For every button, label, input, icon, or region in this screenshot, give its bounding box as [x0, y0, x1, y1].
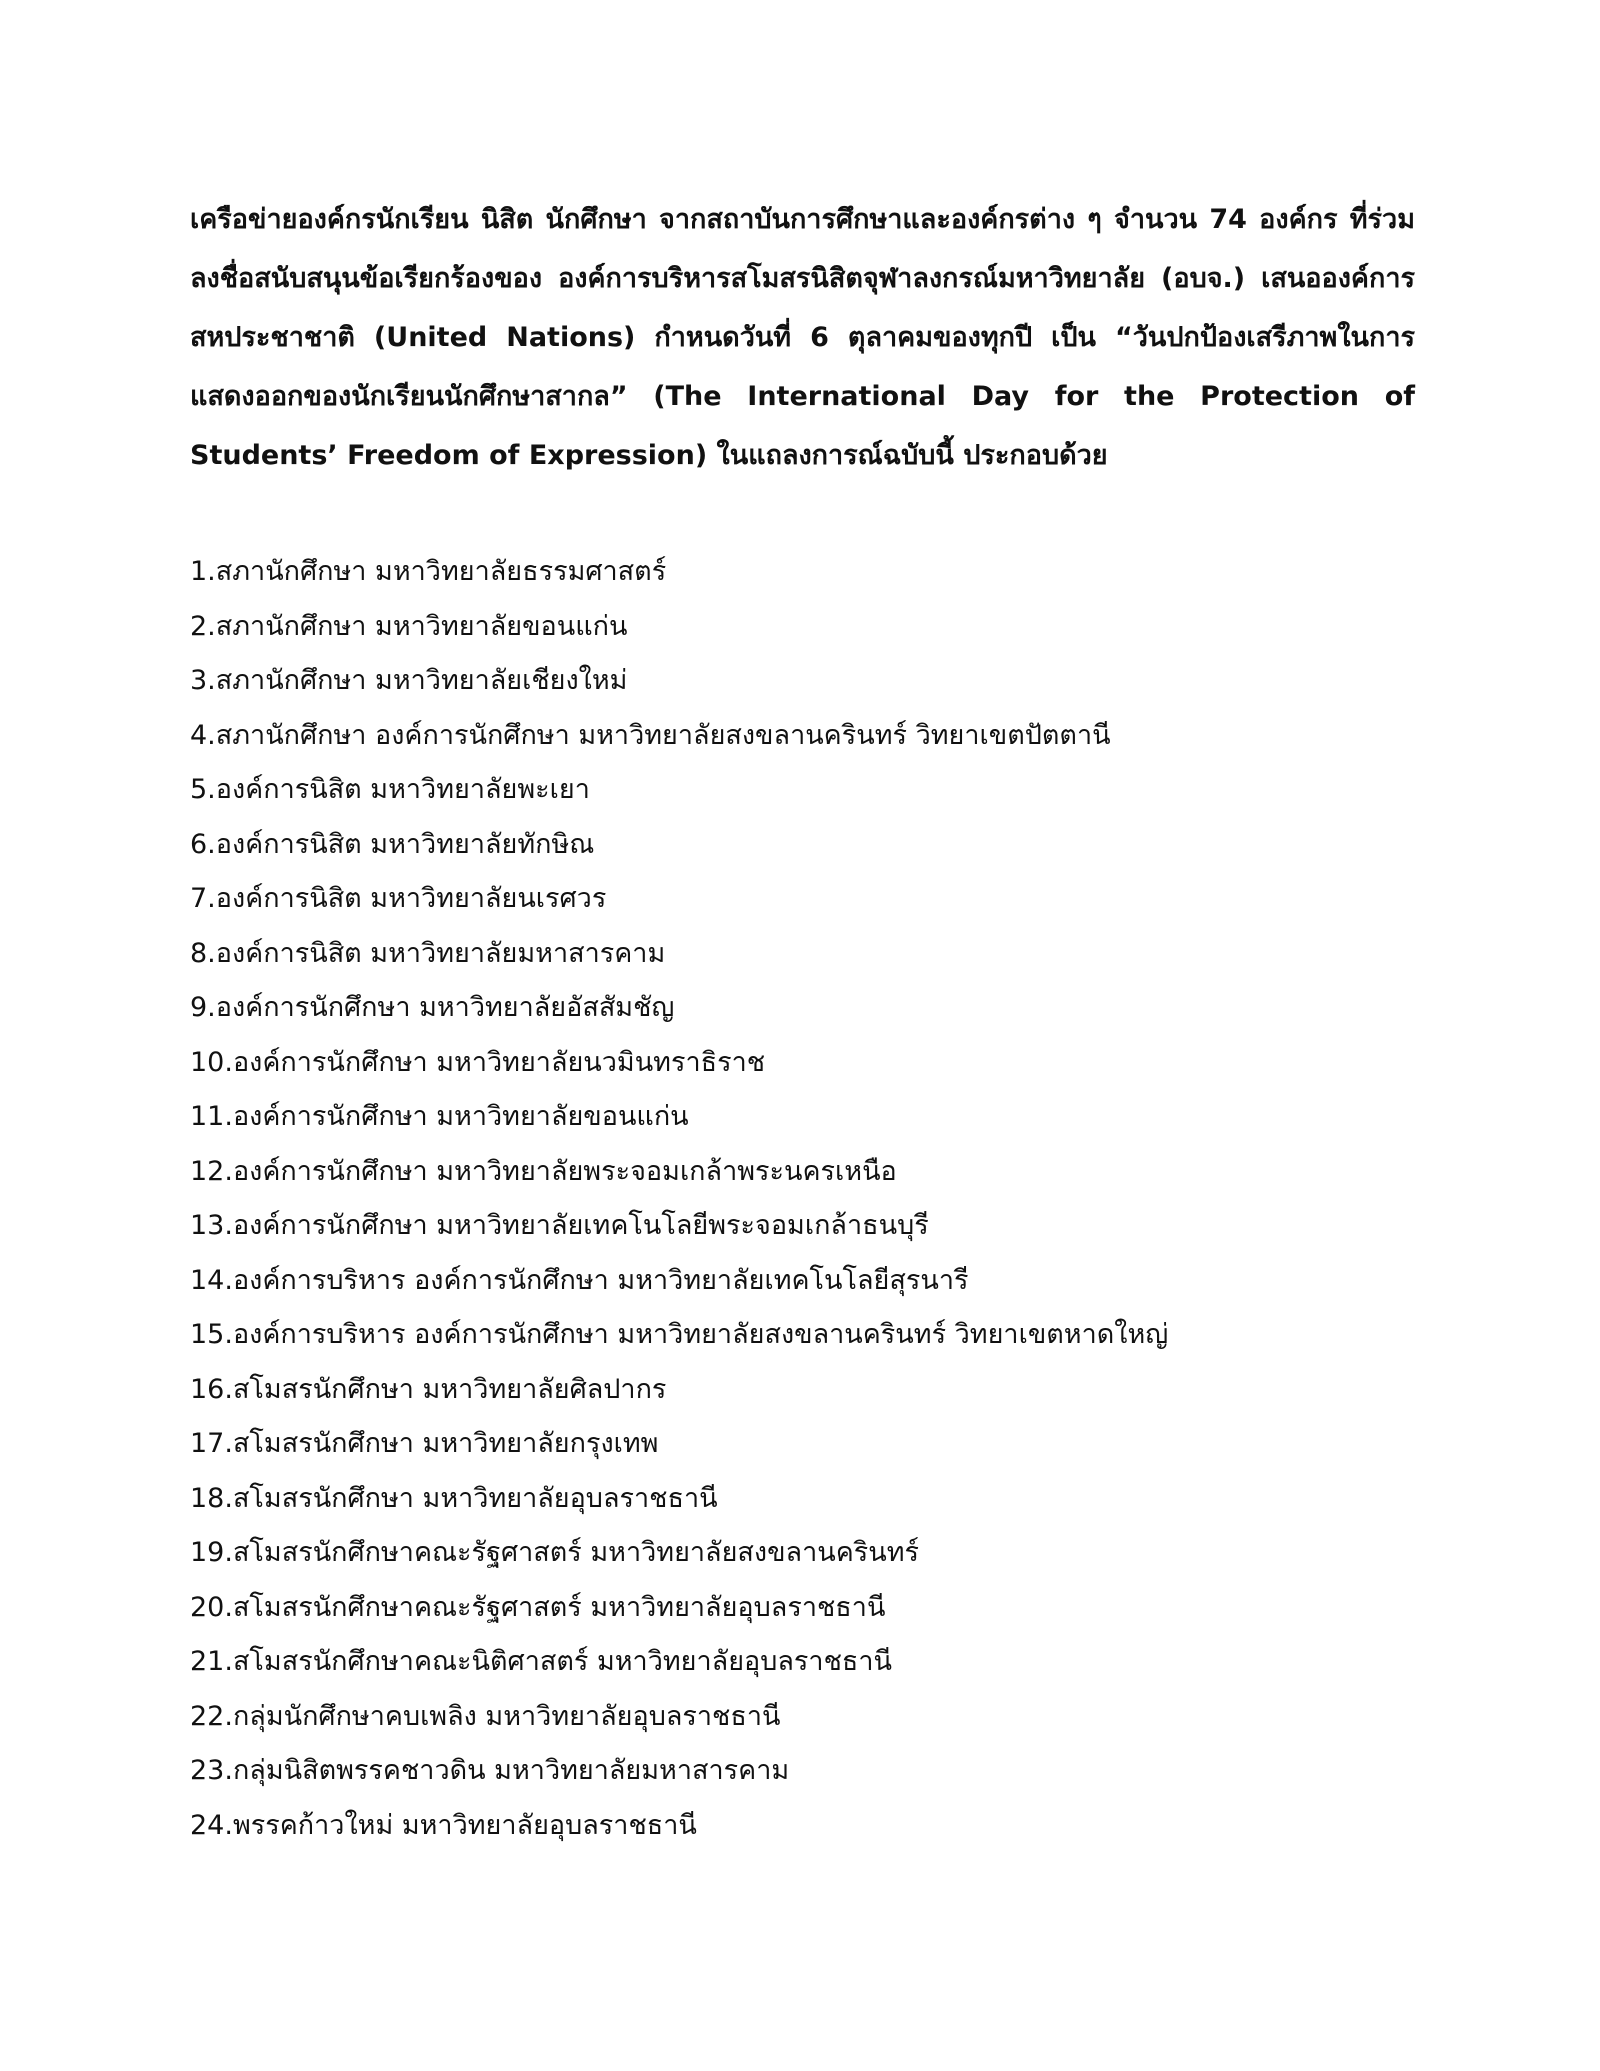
list-item: 5.องค์การนิสิต มหาวิทยาลัยพะเยา [190, 774, 590, 805]
list-item: 13.องค์การนักศึกษา มหาวิทยาลัยเทคโนโลยีพระจอมเกล้าธนบุรี [190, 1210, 929, 1241]
list-item: 23.กลุ่มนิสิตพรรคชาวดิน มหาวิทยาลัยมหาสารคาม [190, 1755, 790, 1786]
list-item: 2.สภานักศึกษา มหาวิทยาลัยขอนแก่น [190, 610, 628, 642]
list-item: 10.องค์การนักศึกษา มหาวิทยาลัยนวมินทราธิราช [190, 1046, 766, 1078]
list-item: 20.สโมสรนักศึกษาคณะรัฐศาสตร์ มหาวิทยาลัยอุบลราชธานี [190, 1591, 886, 1623]
list-item: 22.กลุ่มนักศึกษาคบเพลิง มหาวิทยาลัยอุบลราชธานี [190, 1700, 781, 1732]
list-item: 17.สโมสรนักศึกษา มหาวิทยาลัยกรุงเทพ [190, 1428, 659, 1459]
list-item: 19.สโมสรนักศึกษาคณะรัฐศาสตร์ มหาวิทยาลัยสงขลานครินทร์ [190, 1537, 920, 1568]
list-item: 14.องค์การบริหาร องค์การนักศึกษา มหาวิทยาลัยเทคโนโลยีสุรนารี [190, 1264, 969, 1296]
list-item: 6.องค์การนิสิต มหาวิทยาลัยทักษิณ [190, 828, 595, 860]
list-item: 24.พรรคก้าวใหม่ มหาวิทยาลัยอุบลราชธานี [190, 1809, 697, 1841]
list-item: 18.สโมสรนักศึกษา มหาวิทยาลัยอุบลราชธานี [190, 1482, 718, 1514]
list-item: 9.องค์การนักศึกษา มหาวิทยาลัยอัสสัมชัญ [190, 992, 675, 1023]
intro-section [190, 190, 1415, 485]
intro-paragraph: เครือข่ายองค์กรนักเรียน นิสิต นักศึกษา จากสถาบันการศึกษาและองค์กรต่าง ๆ จำนวน 74 องค์กร ที่ร่วมลงชื่อสนับสนุนข้อเรียกร้องของ องค์การบริหารสโมสรนิสิตจุฬาลงกรณ์มหาวิทยาลัย (อบจ.) เสนอองค์การสหประชาชาติ (United Nations) กำหนดวันที่ 6 ตุลาคมของทุกปี เป็น “วันปกป้องเสรีภาพในการแสดงออกของนักเรียนนักศึกษาสากล” (The International Day for the Protection of Students’ Freedom of Expression) ในแถลงการณ์ฉบับนี้ ประกอบด้วย [190, 204, 1415, 471]
list-item: 4.สภานักศึกษา องค์การนักศึกษา มหาวิทยาลัยสงขลานครินทร์ วิทยาเขตปัตตานี [190, 719, 1111, 751]
list-item: 11.องค์การนักศึกษา มหาวิทยาลัยขอนแก่น [190, 1101, 689, 1132]
list-item: 8.องค์การนิสิต มหาวิทยาลัยมหาสารคาม [190, 937, 666, 969]
list-item: 15.องค์การบริหาร องค์การนักศึกษา มหาวิทยาลัยสงขลานครินทร์ วิทยาเขตหาดใหญ่ [190, 1319, 1169, 1350]
list-item: 16.สโมสรนักศึกษา มหาวิทยาลัยศิลปากร [190, 1373, 667, 1405]
list-item: 12.องค์การนักศึกษา มหาวิทยาลัยพระจอมเกล้าพระนครเหนือ [190, 1155, 897, 1187]
organization-list [190, 545, 1415, 1853]
list-item: 1.สภานักศึกษา มหาวิทยาลัยธรรมศาสตร์ [190, 556, 667, 587]
list-item: 3.สภานักศึกษา มหาวิทยาลัยเชียงใหม่ [190, 665, 628, 696]
list-item: 7.องค์การนิสิต มหาวิทยาลัยนเรศวร [190, 883, 607, 914]
list-item: 21.สโมสรนักศึกษาคณะนิติศาสตร์ มหาวิทยาลัยอุบลราชธานี [190, 1646, 892, 1677]
